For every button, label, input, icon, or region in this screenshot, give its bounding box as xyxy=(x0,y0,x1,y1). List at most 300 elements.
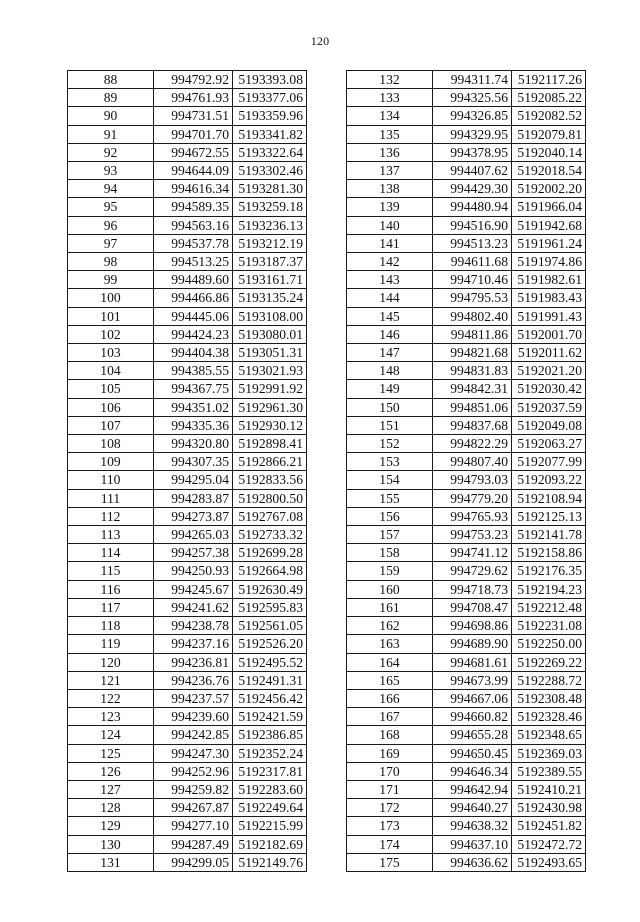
point-number-cell: 156 xyxy=(347,507,433,525)
point-number-cell: 102 xyxy=(68,325,154,343)
table-row xyxy=(347,307,586,325)
point-number-cell: 119 xyxy=(68,635,154,653)
x-coordinate-cell: 994378.95 xyxy=(433,143,512,161)
y-coordinate-cell: 5192430.98 xyxy=(512,799,586,817)
point-number-cell: 145 xyxy=(347,307,433,325)
x-coordinate-cell: 994672.55 xyxy=(154,143,233,161)
y-coordinate-cell: 5192082.52 xyxy=(512,107,586,125)
table-row xyxy=(68,180,307,198)
x-coordinate-cell: 994299.05 xyxy=(154,853,233,871)
y-coordinate-cell: 5192212.48 xyxy=(512,598,586,616)
x-coordinate-cell: 994245.67 xyxy=(154,580,233,598)
table-row xyxy=(347,689,586,707)
x-coordinate-cell: 994311.74 xyxy=(433,71,512,89)
x-coordinate-cell: 994636.62 xyxy=(433,853,512,871)
table-row xyxy=(347,580,586,598)
point-number-cell: 97 xyxy=(68,234,154,252)
x-coordinate-cell: 994831.83 xyxy=(433,362,512,380)
table-row xyxy=(347,853,586,871)
y-coordinate-cell: 5192451.82 xyxy=(512,817,586,835)
point-number-cell: 139 xyxy=(347,198,433,216)
x-coordinate-cell: 994367.75 xyxy=(154,380,233,398)
x-coordinate-cell: 994335.36 xyxy=(154,416,233,434)
point-number-cell: 121 xyxy=(68,671,154,689)
x-coordinate-cell: 994640.27 xyxy=(433,799,512,817)
point-number-cell: 151 xyxy=(347,416,433,434)
y-coordinate-cell: 5193187.37 xyxy=(233,253,307,271)
point-number-cell: 109 xyxy=(68,453,154,471)
point-number-cell: 136 xyxy=(347,143,433,161)
table-row xyxy=(68,507,307,525)
table-row xyxy=(68,216,307,234)
table-row xyxy=(347,143,586,161)
y-coordinate-cell: 5192231.08 xyxy=(512,617,586,635)
y-coordinate-cell: 5192194.23 xyxy=(512,580,586,598)
point-number-cell: 113 xyxy=(68,526,154,544)
table-row xyxy=(68,344,307,362)
point-number-cell: 162 xyxy=(347,617,433,635)
point-number-cell: 100 xyxy=(68,289,154,307)
x-coordinate-cell: 994247.30 xyxy=(154,744,233,762)
table-row xyxy=(68,580,307,598)
point-number-cell: 134 xyxy=(347,107,433,125)
y-coordinate-cell: 5192495.52 xyxy=(233,653,307,671)
table-row xyxy=(347,107,586,125)
point-number-cell: 122 xyxy=(68,689,154,707)
x-coordinate-cell: 994644.09 xyxy=(154,162,233,180)
point-number-cell: 98 xyxy=(68,253,154,271)
x-coordinate-cell: 994660.82 xyxy=(433,708,512,726)
table-row xyxy=(68,234,307,252)
x-coordinate-cell: 994513.23 xyxy=(433,234,512,252)
x-coordinate-cell: 994516.90 xyxy=(433,216,512,234)
point-number-cell: 120 xyxy=(68,653,154,671)
point-number-cell: 147 xyxy=(347,344,433,362)
x-coordinate-cell: 994237.57 xyxy=(154,689,233,707)
x-coordinate-cell: 994480.94 xyxy=(433,198,512,216)
table-row xyxy=(347,125,586,143)
table-row xyxy=(68,726,307,744)
table-row xyxy=(68,71,307,89)
table-row xyxy=(347,289,586,307)
x-coordinate-cell: 994250.93 xyxy=(154,562,233,580)
point-number-cell: 153 xyxy=(347,453,433,471)
x-coordinate-cell: 994238.78 xyxy=(154,617,233,635)
y-coordinate-cell: 5192125.13 xyxy=(512,507,586,525)
point-number-cell: 166 xyxy=(347,689,433,707)
x-coordinate-cell: 994710.46 xyxy=(433,271,512,289)
table-row xyxy=(68,125,307,143)
x-coordinate-cell: 994252.96 xyxy=(154,762,233,780)
x-coordinate-cell: 994708.47 xyxy=(433,598,512,616)
y-coordinate-cell: 5192141.78 xyxy=(512,526,586,544)
y-coordinate-cell: 5192093.22 xyxy=(512,471,586,489)
table-row xyxy=(68,416,307,434)
table-row xyxy=(347,362,586,380)
point-number-cell: 123 xyxy=(68,708,154,726)
point-number-cell: 170 xyxy=(347,762,433,780)
point-number-cell: 91 xyxy=(68,125,154,143)
table-row xyxy=(347,835,586,853)
point-number-cell: 154 xyxy=(347,471,433,489)
x-coordinate-cell: 994351.02 xyxy=(154,398,233,416)
y-coordinate-cell: 5192001.70 xyxy=(512,325,586,343)
y-coordinate-cell: 5193108.00 xyxy=(233,307,307,325)
x-coordinate-cell: 994761.93 xyxy=(154,89,233,107)
y-coordinate-cell: 5192269.22 xyxy=(512,653,586,671)
y-coordinate-cell: 5192699.28 xyxy=(233,544,307,562)
y-coordinate-cell: 5192158.86 xyxy=(512,544,586,562)
point-number-cell: 89 xyxy=(68,89,154,107)
table-row xyxy=(347,671,586,689)
point-number-cell: 106 xyxy=(68,398,154,416)
point-number-cell: 132 xyxy=(347,71,433,89)
x-coordinate-cell: 994638.32 xyxy=(433,817,512,835)
table-row xyxy=(347,180,586,198)
y-coordinate-cell: 5193341.82 xyxy=(233,125,307,143)
point-number-cell: 118 xyxy=(68,617,154,635)
x-coordinate-cell: 994642.94 xyxy=(433,780,512,798)
point-number-cell: 174 xyxy=(347,835,433,853)
y-coordinate-cell: 5192898.41 xyxy=(233,435,307,453)
point-number-cell: 152 xyxy=(347,435,433,453)
point-number-cell: 149 xyxy=(347,380,433,398)
point-number-cell: 142 xyxy=(347,253,433,271)
table-row xyxy=(68,453,307,471)
y-coordinate-cell: 5192630.49 xyxy=(233,580,307,598)
x-coordinate-cell: 994729.62 xyxy=(433,562,512,580)
x-coordinate-cell: 994842.31 xyxy=(433,380,512,398)
table-row xyxy=(347,817,586,835)
y-coordinate-cell: 5192866.21 xyxy=(233,453,307,471)
table-row xyxy=(347,325,586,343)
y-coordinate-cell: 5193281.30 xyxy=(233,180,307,198)
table-row xyxy=(68,762,307,780)
y-coordinate-cell: 5192176.35 xyxy=(512,562,586,580)
y-coordinate-cell: 5192352.24 xyxy=(233,744,307,762)
table-row xyxy=(347,708,586,726)
point-number-cell: 146 xyxy=(347,325,433,343)
point-number-cell: 141 xyxy=(347,234,433,252)
point-number-cell: 173 xyxy=(347,817,433,835)
y-coordinate-cell: 5192037.59 xyxy=(512,398,586,416)
x-coordinate-cell: 994822.29 xyxy=(433,435,512,453)
x-coordinate-cell: 994424.23 xyxy=(154,325,233,343)
x-coordinate-cell: 994589.35 xyxy=(154,198,233,216)
table-row xyxy=(68,143,307,161)
y-coordinate-cell: 5192283.60 xyxy=(233,780,307,798)
y-coordinate-cell: 5192030.42 xyxy=(512,380,586,398)
table-row xyxy=(347,398,586,416)
point-number-cell: 164 xyxy=(347,653,433,671)
x-coordinate-cell: 994802.40 xyxy=(433,307,512,325)
x-coordinate-cell: 994650.45 xyxy=(433,744,512,762)
x-coordinate-cell: 994385.55 xyxy=(154,362,233,380)
point-number-cell: 133 xyxy=(347,89,433,107)
y-coordinate-cell: 5192991.92 xyxy=(233,380,307,398)
y-coordinate-cell: 5192456.42 xyxy=(233,689,307,707)
x-coordinate-cell: 994320.80 xyxy=(154,435,233,453)
y-coordinate-cell: 5192493.65 xyxy=(512,853,586,871)
x-coordinate-cell: 994273.87 xyxy=(154,507,233,525)
x-coordinate-cell: 994611.68 xyxy=(433,253,512,271)
y-coordinate-cell: 5192491.31 xyxy=(233,671,307,689)
table-row xyxy=(68,853,307,871)
x-coordinate-cell: 994698.86 xyxy=(433,617,512,635)
x-coordinate-cell: 994795.53 xyxy=(433,289,512,307)
y-coordinate-cell: 5193051.31 xyxy=(233,344,307,362)
table-row xyxy=(347,544,586,562)
x-coordinate-cell: 994563.16 xyxy=(154,216,233,234)
x-coordinate-cell: 994718.73 xyxy=(433,580,512,598)
y-coordinate-cell: 5192595.83 xyxy=(233,598,307,616)
y-coordinate-cell: 5191991.43 xyxy=(512,307,586,325)
table-row xyxy=(347,89,586,107)
table-row xyxy=(347,744,586,762)
y-coordinate-cell: 5192021.20 xyxy=(512,362,586,380)
table-row xyxy=(68,471,307,489)
table-row xyxy=(347,762,586,780)
table-row xyxy=(68,253,307,271)
table-row xyxy=(68,307,307,325)
x-coordinate-cell: 994407.62 xyxy=(433,162,512,180)
table-row xyxy=(68,325,307,343)
point-number-cell: 90 xyxy=(68,107,154,125)
x-coordinate-cell: 994445.06 xyxy=(154,307,233,325)
x-coordinate-cell: 994646.34 xyxy=(433,762,512,780)
table-row xyxy=(347,617,586,635)
table-row xyxy=(68,89,307,107)
y-coordinate-cell: 5193021.93 xyxy=(233,362,307,380)
point-number-cell: 114 xyxy=(68,544,154,562)
table-row xyxy=(68,380,307,398)
x-coordinate-cell: 994689.90 xyxy=(433,635,512,653)
y-coordinate-cell: 5192348.65 xyxy=(512,726,586,744)
point-number-cell: 172 xyxy=(347,799,433,817)
table-row xyxy=(68,271,307,289)
table-row xyxy=(347,453,586,471)
point-number-cell: 150 xyxy=(347,398,433,416)
y-coordinate-cell: 5192733.32 xyxy=(233,526,307,544)
y-coordinate-cell: 5192833.56 xyxy=(233,471,307,489)
y-coordinate-cell: 5193322.64 xyxy=(233,143,307,161)
table-row xyxy=(347,380,586,398)
y-coordinate-cell: 5191974.86 xyxy=(512,253,586,271)
x-coordinate-cell: 994489.60 xyxy=(154,271,233,289)
x-coordinate-cell: 994307.35 xyxy=(154,453,233,471)
x-coordinate-cell: 994237.16 xyxy=(154,635,233,653)
table-row xyxy=(347,216,586,234)
coordinate-table-right xyxy=(346,70,586,872)
table-row xyxy=(68,198,307,216)
coordinate-table-left xyxy=(67,70,307,872)
table-row xyxy=(347,344,586,362)
table-row xyxy=(68,162,307,180)
x-coordinate-cell: 994283.87 xyxy=(154,489,233,507)
table-row xyxy=(347,598,586,616)
y-coordinate-cell: 5193302.46 xyxy=(233,162,307,180)
y-coordinate-cell: 5192288.72 xyxy=(512,671,586,689)
y-coordinate-cell: 5192328.46 xyxy=(512,708,586,726)
point-number-cell: 155 xyxy=(347,489,433,507)
y-coordinate-cell: 5192215.99 xyxy=(233,817,307,835)
point-number-cell: 161 xyxy=(347,598,433,616)
table-row xyxy=(347,435,586,453)
table-row xyxy=(347,526,586,544)
y-coordinate-cell: 5192108.94 xyxy=(512,489,586,507)
x-coordinate-cell: 994259.82 xyxy=(154,780,233,798)
table-row xyxy=(347,198,586,216)
x-coordinate-cell: 994851.06 xyxy=(433,398,512,416)
y-coordinate-cell: 5192386.85 xyxy=(233,726,307,744)
y-coordinate-cell: 5191983.43 xyxy=(512,289,586,307)
x-coordinate-cell: 994513.25 xyxy=(154,253,233,271)
table-row xyxy=(347,799,586,817)
point-number-cell: 140 xyxy=(347,216,433,234)
y-coordinate-cell: 5192182.69 xyxy=(233,835,307,853)
point-number-cell: 171 xyxy=(347,780,433,798)
y-coordinate-cell: 5192149.76 xyxy=(233,853,307,871)
table-row xyxy=(68,435,307,453)
point-number-cell: 88 xyxy=(68,71,154,89)
table-row xyxy=(68,635,307,653)
x-coordinate-cell: 994236.81 xyxy=(154,653,233,671)
y-coordinate-cell: 5193236.13 xyxy=(233,216,307,234)
y-coordinate-cell: 5192117.26 xyxy=(512,71,586,89)
y-coordinate-cell: 5192800.50 xyxy=(233,489,307,507)
point-number-cell: 116 xyxy=(68,580,154,598)
point-number-cell: 138 xyxy=(347,180,433,198)
point-number-cell: 165 xyxy=(347,671,433,689)
x-coordinate-cell: 994821.68 xyxy=(433,344,512,362)
y-coordinate-cell: 5192961.30 xyxy=(233,398,307,416)
y-coordinate-cell: 5192561.05 xyxy=(233,617,307,635)
point-number-cell: 93 xyxy=(68,162,154,180)
point-number-cell: 107 xyxy=(68,416,154,434)
point-number-cell: 159 xyxy=(347,562,433,580)
y-coordinate-cell: 5192526.20 xyxy=(233,635,307,653)
table-row xyxy=(347,71,586,89)
x-coordinate-cell: 994236.76 xyxy=(154,671,233,689)
y-coordinate-cell: 5193212.19 xyxy=(233,234,307,252)
table-row xyxy=(347,253,586,271)
table-row xyxy=(68,107,307,125)
point-number-cell: 94 xyxy=(68,180,154,198)
point-number-cell: 157 xyxy=(347,526,433,544)
point-number-cell: 105 xyxy=(68,380,154,398)
x-coordinate-cell: 994257.38 xyxy=(154,544,233,562)
x-coordinate-cell: 994295.04 xyxy=(154,471,233,489)
point-number-cell: 126 xyxy=(68,762,154,780)
point-number-cell: 101 xyxy=(68,307,154,325)
table-row xyxy=(347,489,586,507)
table-row xyxy=(347,635,586,653)
y-coordinate-cell: 5192077.99 xyxy=(512,453,586,471)
x-coordinate-cell: 994277.10 xyxy=(154,817,233,835)
point-number-cell: 104 xyxy=(68,362,154,380)
y-coordinate-cell: 5192410.21 xyxy=(512,780,586,798)
point-number-cell: 92 xyxy=(68,143,154,161)
x-coordinate-cell: 994655.28 xyxy=(433,726,512,744)
x-coordinate-cell: 994673.99 xyxy=(433,671,512,689)
x-coordinate-cell: 994701.70 xyxy=(154,125,233,143)
point-number-cell: 175 xyxy=(347,853,433,871)
y-coordinate-cell: 5192389.55 xyxy=(512,762,586,780)
point-number-cell: 148 xyxy=(347,362,433,380)
point-number-cell: 128 xyxy=(68,799,154,817)
point-number-cell: 160 xyxy=(347,580,433,598)
table-row xyxy=(68,398,307,416)
x-coordinate-cell: 994741.12 xyxy=(433,544,512,562)
x-coordinate-cell: 994242.85 xyxy=(154,726,233,744)
y-coordinate-cell: 5192063.27 xyxy=(512,435,586,453)
table-row xyxy=(347,234,586,252)
point-number-cell: 99 xyxy=(68,271,154,289)
x-coordinate-cell: 994681.61 xyxy=(433,653,512,671)
x-coordinate-cell: 994637.10 xyxy=(433,835,512,853)
table-row xyxy=(347,471,586,489)
table-row xyxy=(347,271,586,289)
table-row xyxy=(68,799,307,817)
y-coordinate-cell: 5193161.71 xyxy=(233,271,307,289)
point-number-cell: 129 xyxy=(68,817,154,835)
y-coordinate-cell: 5192930.12 xyxy=(233,416,307,434)
x-coordinate-cell: 994779.20 xyxy=(433,489,512,507)
point-number-cell: 169 xyxy=(347,744,433,762)
y-coordinate-cell: 5192250.00 xyxy=(512,635,586,653)
x-coordinate-cell: 994616.34 xyxy=(154,180,233,198)
table-row xyxy=(68,708,307,726)
y-coordinate-cell: 5192472.72 xyxy=(512,835,586,853)
x-coordinate-cell: 994287.49 xyxy=(154,835,233,853)
y-coordinate-cell: 5192011.62 xyxy=(512,344,586,362)
y-coordinate-cell: 5191982.61 xyxy=(512,271,586,289)
y-coordinate-cell: 5192049.08 xyxy=(512,416,586,434)
x-coordinate-cell: 994807.40 xyxy=(433,453,512,471)
y-coordinate-cell: 5192249.64 xyxy=(233,799,307,817)
table-row xyxy=(347,507,586,525)
y-coordinate-cell: 5191966.04 xyxy=(512,198,586,216)
point-number-cell: 110 xyxy=(68,471,154,489)
y-coordinate-cell: 5192664.98 xyxy=(233,562,307,580)
y-coordinate-cell: 5193135.24 xyxy=(233,289,307,307)
point-number-cell: 143 xyxy=(347,271,433,289)
y-coordinate-cell: 5192085.22 xyxy=(512,89,586,107)
point-number-cell: 112 xyxy=(68,507,154,525)
table-row xyxy=(68,362,307,380)
y-coordinate-cell: 5193080.01 xyxy=(233,325,307,343)
x-coordinate-cell: 994404.38 xyxy=(154,344,233,362)
point-number-cell: 124 xyxy=(68,726,154,744)
table-row xyxy=(68,817,307,835)
table-row xyxy=(68,526,307,544)
y-coordinate-cell: 5193259.18 xyxy=(233,198,307,216)
x-coordinate-cell: 994753.23 xyxy=(433,526,512,544)
x-coordinate-cell: 994429.30 xyxy=(433,180,512,198)
point-number-cell: 125 xyxy=(68,744,154,762)
table-row xyxy=(347,726,586,744)
y-coordinate-cell: 5192767.08 xyxy=(233,507,307,525)
x-coordinate-cell: 994267.87 xyxy=(154,799,233,817)
point-number-cell: 167 xyxy=(347,708,433,726)
y-coordinate-cell: 5191961.24 xyxy=(512,234,586,252)
point-number-cell: 127 xyxy=(68,780,154,798)
table-row xyxy=(68,689,307,707)
point-number-cell: 115 xyxy=(68,562,154,580)
point-number-cell: 108 xyxy=(68,435,154,453)
y-coordinate-cell: 5192317.81 xyxy=(233,762,307,780)
y-coordinate-cell: 5191942.68 xyxy=(512,216,586,234)
